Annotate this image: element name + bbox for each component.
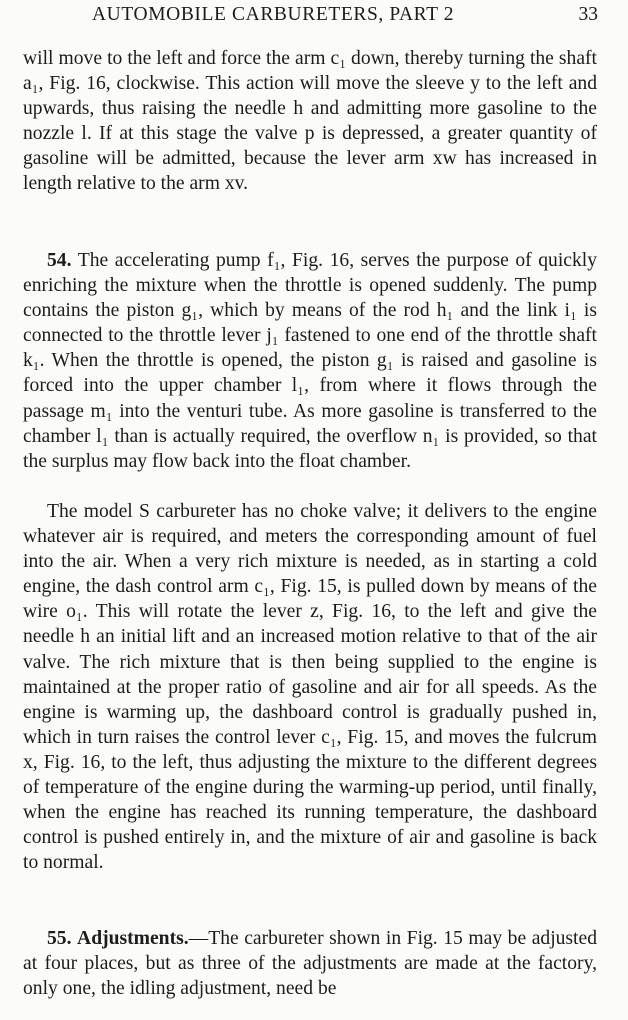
paragraph-text: The model S carbureter has no choke valve; it delivers to the engine whatever air is required, and meters the corresponding amount of fuel into the air. When a very rich mixture is needed, as in starting a cold engine, the dash control arm c₁, Fig. 15, is pulled down by means of the wire o₁. This will rotate the lever z, Fig. 16, to the left and give the needle h an initial lift and an increased motion relative to that of the air valve. The rich mixture that is then being supplied to the engine is maintained at the proper ratio of gasoline and air for all speeds. As the engine is warming up, the dashboard control is gradually pushed in, which in turn raises the control lever c₁, Fig. 15, and moves the fulcrum x, Fig. 16, to the left, thus adjusting the mixture to the different degrees of temperature of the engine during the warming-up period, until finally, when the engine has reached its running temperature, the dashboard control is pushed entirely in, and the mixture of air and gasoline is back to normal.: [23, 501, 597, 874]
paragraph-model-s: [23, 499, 597, 875]
page-number: 33: [578, 4, 598, 25]
section-heading: Adjustments.: [77, 928, 189, 949]
paragraph-section-55: 55. Adjustments.—The carbureter shown in Fig. 15 may be adjusted at four places, but as three of the adjustments are made at the factory, only one, the idling adjustment, need be: [23, 928, 597, 1000]
paragraph-text: The carbureter shown in Fig. 15 may be adjusted at four places, but as three of the adjustments are made at the factory, only one, the idling adjustment, need be: [23, 928, 597, 1000]
running-title: AUTOMOBILE CARBURETERS, PART 2: [92, 4, 455, 25]
paragraph-section-54: [23, 248, 597, 474]
paragraph-text: The accelerating pump f₁, Fig. 16, serves the purpose of quickly enriching the mixture when the throttle is opened suddenly. The pump contains the piston g₁, which by means of the rod h₁ and the link i₁ is connected to the throttle lever j₁ fastened to one end of the throttle shaft k₁. When the throttle is opened, the piston g₁ is raised and gasoline is forced into the upper chamber l₁, from where it flows through the passage m₁ into the venturi tube. As more gasoline is transferred to the chamber l₁ than is actually required, the overflow n₁ is provided, so that the surplus may flow back into the float chamber.: [23, 250, 598, 472]
paragraph-continuation: [23, 46, 597, 197]
paragraph-text: will move to the left and force the arm c₁ down, thereby turning the shaft a₁, Fig. 16, clockwise. This action will move the sleeve y to the left and upwards, thus raising the needle h and admitting more gasoline to the nozzle l. If at this stage the valve p is depressed, a greater quantity of gasoline will be admitted, because the lever arm xw has increased in length relative to the arm xv.: [23, 48, 597, 195]
page-header: [0, 4, 628, 30]
section-number: 54.: [47, 250, 72, 271]
section-number: 55.: [47, 928, 72, 949]
